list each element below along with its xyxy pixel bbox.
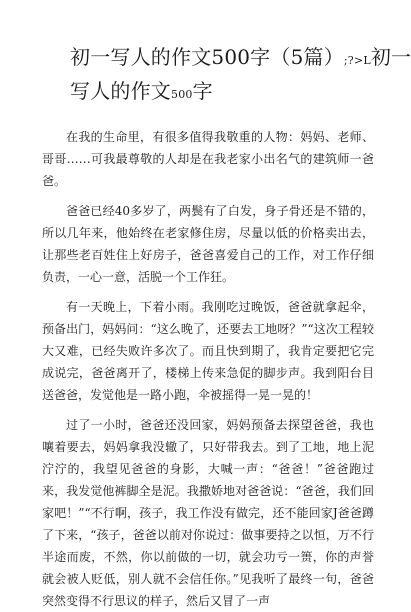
paragraph-3: 有一天晚上，下着小雨。我刚吃过晚饭，爸爸就拿起伞，预备出门，妈妈问：“这么晚了，还要去工地呀？”“这次工程较大又难，已经失败许多次了。而且快到期了，我肯定要把它完成说完，爸爸离开了，楼梯上传来急促的脚步声。我到阳台目送爸爸，发觉他是一路小跑，伞被摇得一晃一晃的！ — [42, 300, 374, 402]
title-line2-number: 500 — [171, 88, 193, 101]
title-line2-end: 字 — [192, 79, 213, 103]
title-line2-text: 写人的作文 — [70, 79, 171, 103]
paragraph-4: 过了一小时，爸爸还没回家，妈妈预备去探望爸爸，我也嚷着要去，妈妈拿我没辙了，只好带我去。到了工地，地上泥泞泞的，我望见爸爸的身影，大喊一声：“爸爸！”爸爸跑过来，我发觉他裤脚全是泥。我撒娇地对爸爸说：“爸爸，我们回家吧！”“不行啊，孩子，我工作没有做完，还不能回家J爸爸蹲了下来，“孩子，爸爸以前对你说过：做事要持之以恒，万不行半途而废，不然，你以前做的一切，就会功亏一篑，你的声誉就会被人贬低，别人就不会信任你。”见我听了最终一句，爸爸突然变得不行思议的样子，然后又冒了一声 — [42, 418, 374, 608]
document-body — [42, 126, 374, 612]
paragraph-2: 爸爸已经40多岁了，两鬓有了白发，身子骨还是不错的，所以几年来，他始终在老家修住房，尽量以低的价格卖出去，让那些老百姓住上好房子，爸爸喜爱自己的工作，对工作仔细负责，一心一意，活脱一个工作狂。 — [42, 204, 374, 284]
title-continuation: 初一 — [370, 45, 411, 69]
title-artifact: ;?>L — [343, 54, 371, 67]
title-line-2 — [70, 76, 390, 110]
paragraph-1: 在我的生命里，有很多值得我敬重的人物：妈妈、老师、哥哥……可我最尊敬的人却是在我老家小出名气的建筑师一爸爸。 — [42, 130, 374, 188]
title-main: 初一写人的作文500字（5篇） — [70, 45, 344, 69]
document-title — [70, 42, 411, 110]
title-line-1 — [70, 42, 411, 76]
